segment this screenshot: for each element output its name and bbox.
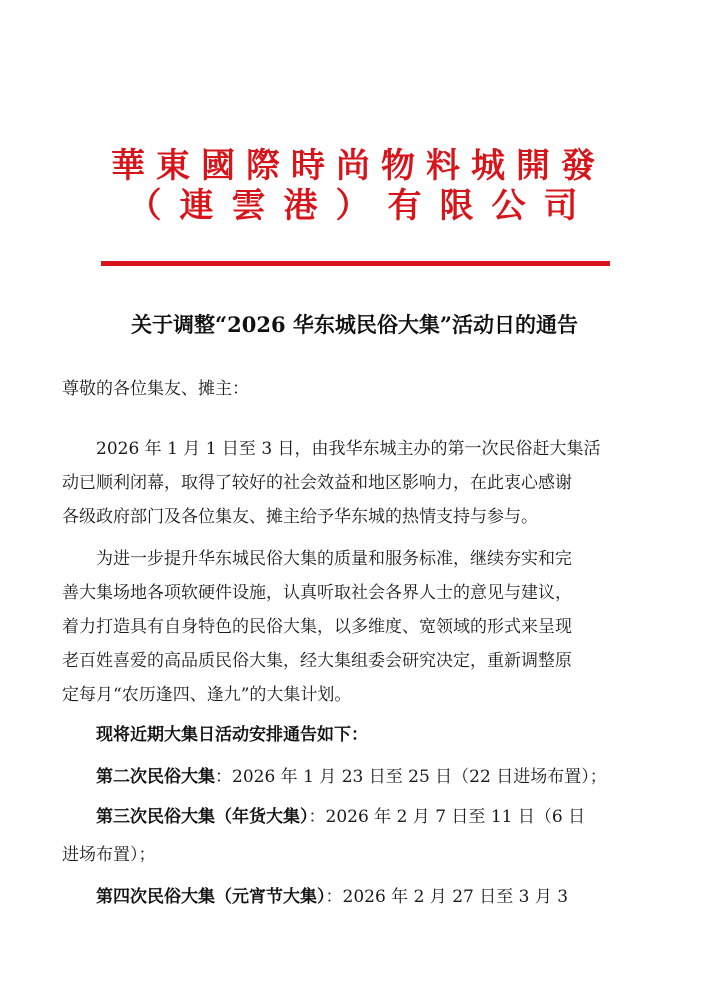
para2-line1: 为进一步提升华东城民俗大集的质量和服务标准，继续夯实和完 — [96, 549, 572, 569]
para2-line5: 定每月“农历逢四、逢九”的大集计划。 — [62, 685, 352, 705]
schedule-item-label: 第四次民俗大集（元宵节大集） — [96, 887, 326, 907]
para1-line3: 各级政府部门及各位集友、摊主给予华东城的热情支持与参与。 — [62, 507, 538, 527]
para1-line1: 2026 年 1 月 1 日至 3 日，由我华东城主办的第一次民俗赶大集活 — [96, 439, 601, 459]
para2-line3: 着力打造具有自身特色的民俗大集，以多维度、宽领域的形式来呈现 — [62, 617, 572, 637]
para2-line2: 善大集场地各项软硬件设施，认真听取社会各界人士的意见与建议， — [62, 583, 572, 603]
schedule-item-detail: ：2026 年 1 月 23 日至 25 日（22 日进场布置）； — [215, 767, 607, 787]
company-name-line2: （連雲港）有限公司 — [127, 186, 596, 226]
schedule-item-detail: ：2026 年 2 月 7 日至 11 日（6 日 — [308, 807, 586, 827]
schedule-item-2 — [96, 760, 696, 794]
company-name-line1: 華東國際時尚物料城開發 — [111, 146, 606, 186]
schedule-item-3-cont: 进场布置）； — [62, 845, 156, 865]
para1-line2: 动已顺利闭幕，取得了较好的社会效益和地区影响力，在此衷心感谢 — [62, 473, 572, 493]
schedule-item-detail: ：2026 年 2 月 27 日至 3 月 3 — [325, 887, 569, 907]
schedule-item-4 — [96, 880, 696, 914]
schedule-intro: 现将近期大集日活动安排通告如下： — [96, 725, 368, 745]
schedule-item-label: 第二次民俗大集 — [96, 767, 215, 787]
schedule-item-label: 第三次民俗大集（年货大集） — [96, 807, 309, 827]
notice-title: 关于调整“2026 华东城民俗大集”活动日的通告 — [131, 312, 578, 337]
para2-line4: 老百姓喜爱的高品质民俗大集，经大集组委会研究决定，重新调整原 — [62, 651, 572, 671]
salutation: 尊敬的各位集友、摊主： — [62, 379, 249, 399]
schedule-item-3 — [96, 800, 696, 834]
header-divider — [101, 261, 610, 266]
